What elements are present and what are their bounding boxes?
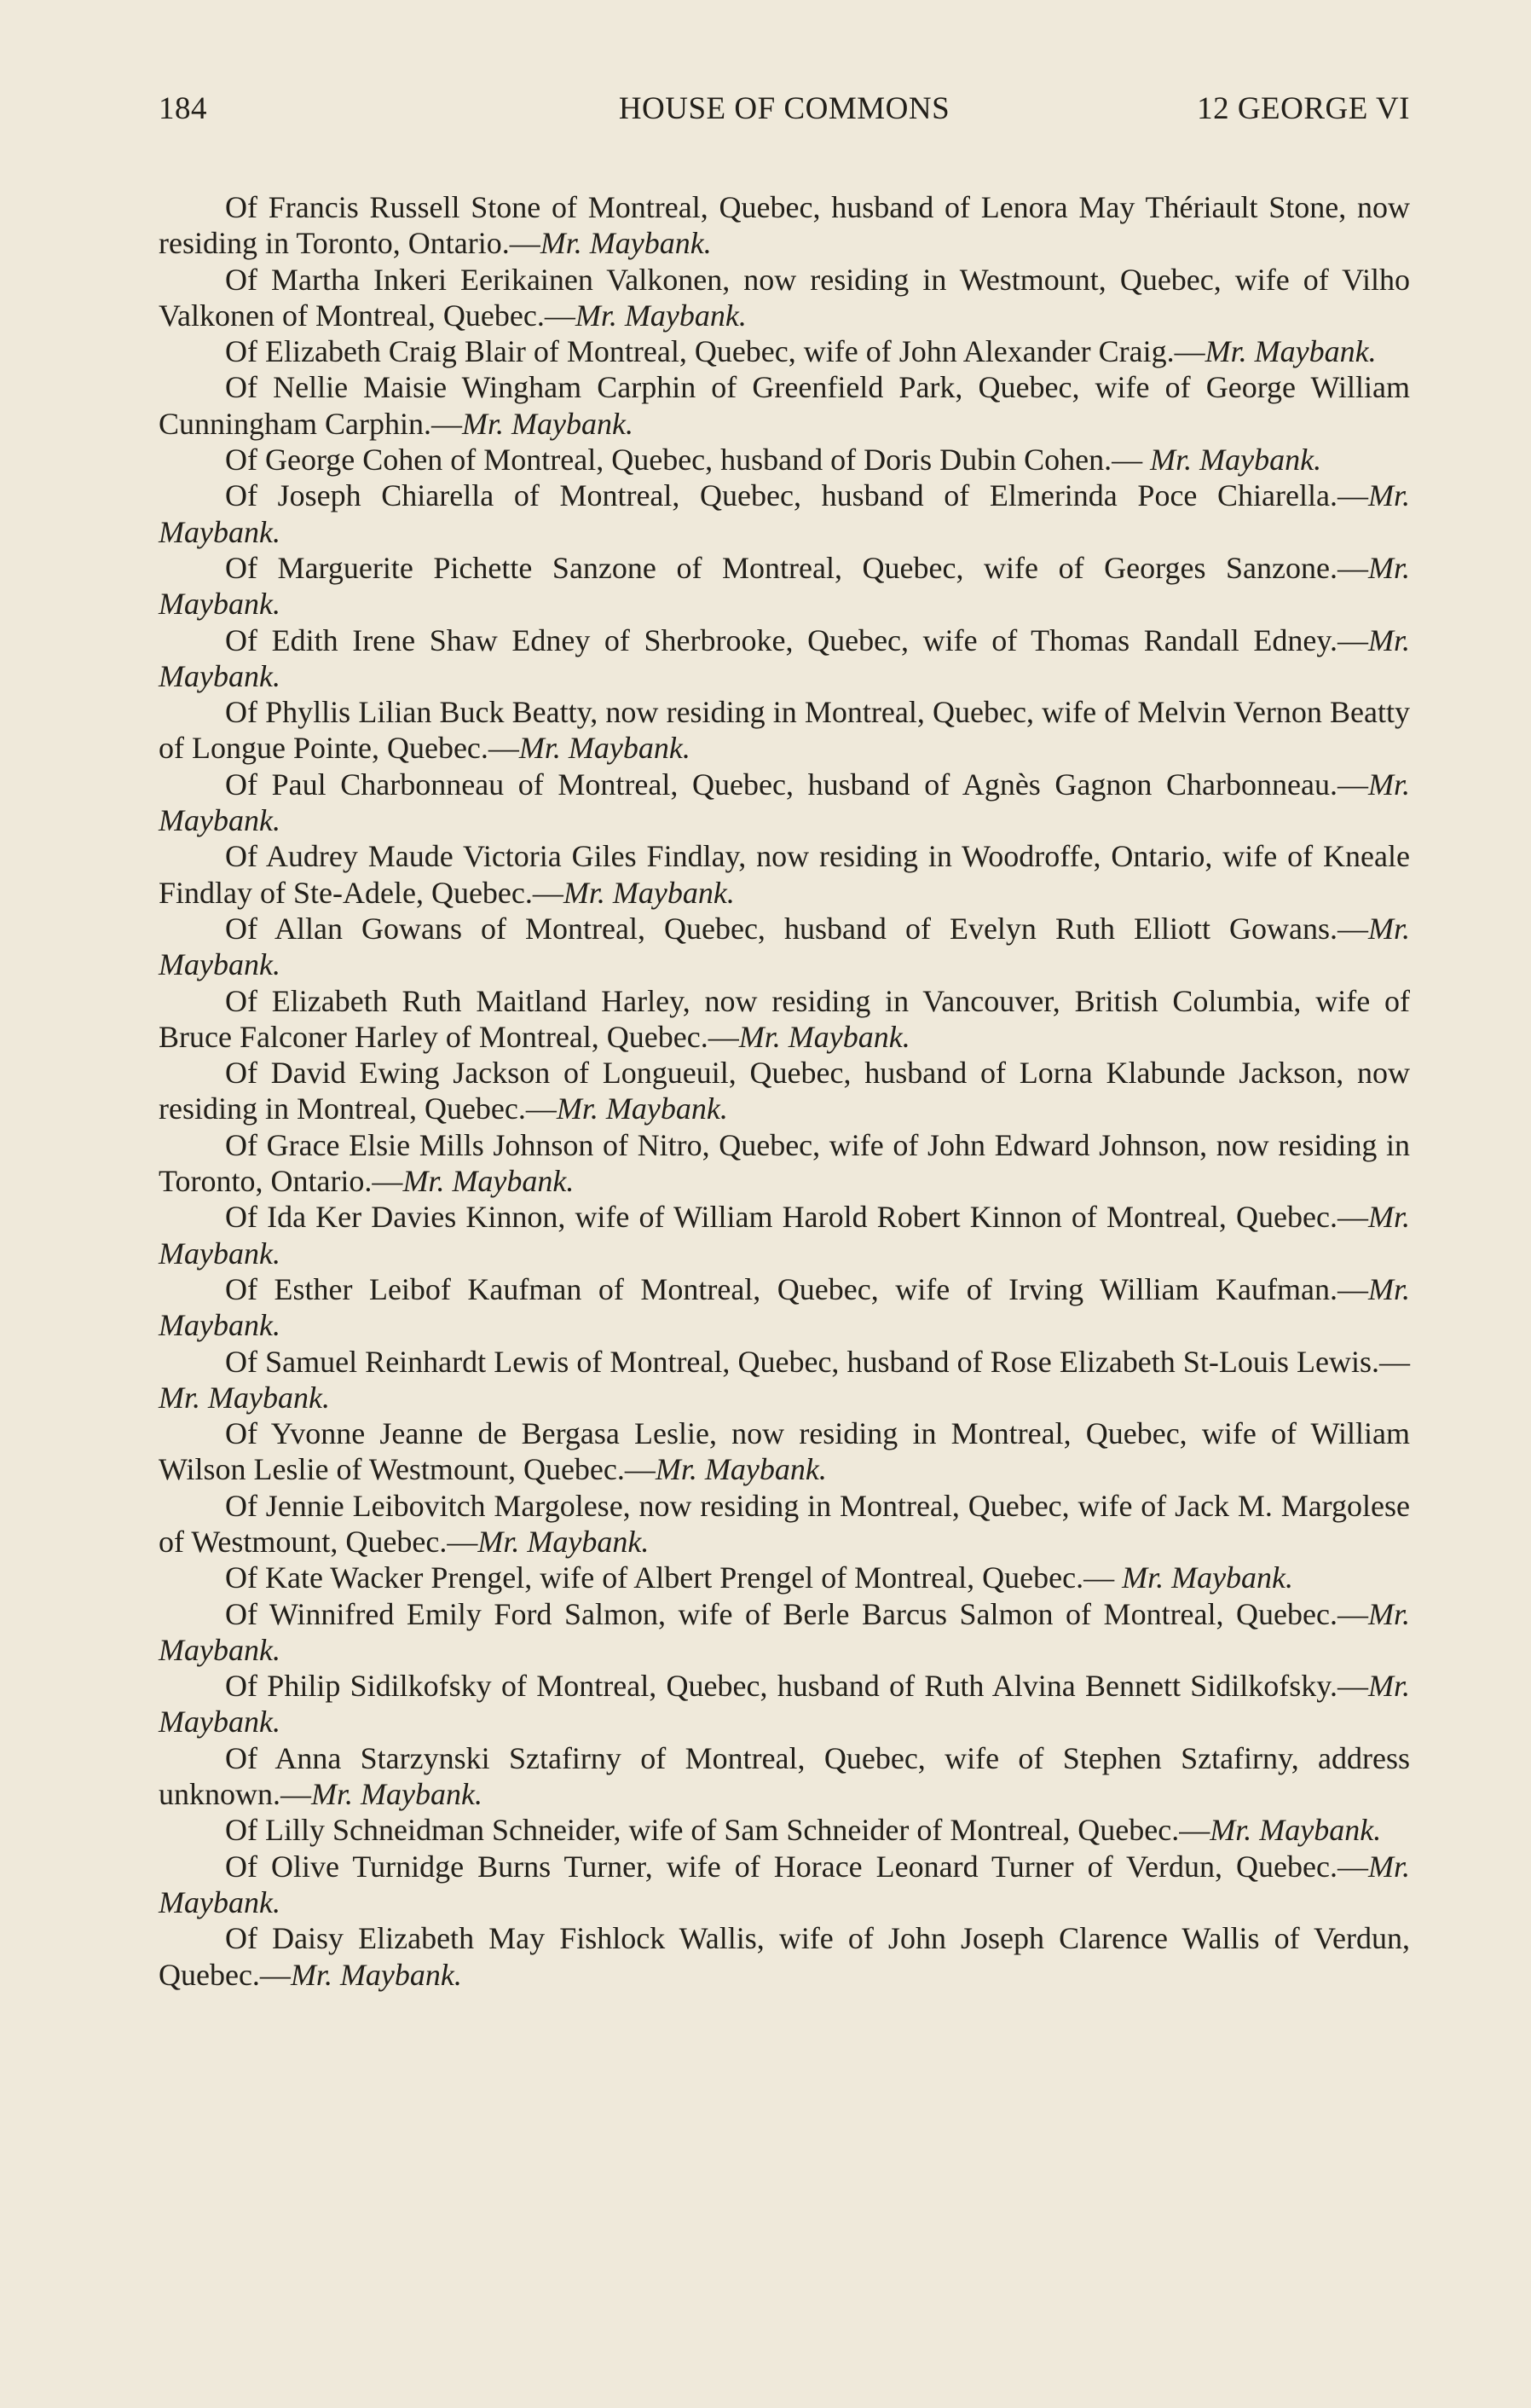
mover-name: Mr. Maybank. <box>159 478 1410 549</box>
mover-name: Mr. Maybank. <box>1210 1813 1382 1848</box>
mover-name: Mr. Maybank. <box>159 550 1410 622</box>
petition-entry <box>159 262 1410 334</box>
petition-entry <box>159 1596 1410 1669</box>
petition-entry <box>159 333 1410 369</box>
mover-name: Mr. Maybank. <box>655 1452 827 1487</box>
petition-entry <box>159 1740 1410 1813</box>
regnal-year: 12 GEORGE VI <box>1197 91 1410 126</box>
mover-name: Mr. Maybank. <box>159 1200 1410 1271</box>
mover-name: Mr. Maybank. <box>290 1957 462 1992</box>
mover-name: Mr. Maybank. <box>402 1164 575 1199</box>
petition-entry <box>159 1488 1410 1560</box>
page-header <box>159 90 1410 142</box>
petition-entry <box>159 189 1410 262</box>
petition-list <box>159 189 1410 1993</box>
mover-name: Mr. Maybank. <box>1205 334 1377 369</box>
petition-text: Of Phyllis Lilian Buck Beatty, now residing in Montreal, Quebec, wife of Melvin Vernon Beatty of Longue Pointe, Quebec.— <box>159 695 1410 766</box>
petition-text: Of Marguerite Pichette Sanzone of Montreal, Quebec, wife of Georges Sanzone.— <box>225 550 1368 585</box>
petition-text: Of David Ewing Jackson of Longueuil, Quebec, husband of Lorna Klabunde Jackson, now residing in Montreal, Quebec.— <box>159 1056 1410 1126</box>
mover-name: Mr. Maybank. <box>556 1091 728 1126</box>
petition-entry <box>159 622 1410 695</box>
petition-text: Of Nellie Maisie Wingham Carphin of Greenfield Park, Quebec, wife of George William Cunningham Carphin.— <box>159 370 1410 441</box>
mover-name: Mr. Maybank. <box>1150 443 1322 478</box>
mover-name: Mr. Maybank. <box>311 1777 482 1812</box>
petition-text: Of Ida Ker Davies Kinnon, wife of William Harold Robert Kinnon of Montreal, Quebec.— <box>225 1200 1368 1235</box>
petition-text: Of George Cohen of Montreal, Quebec, husband of Doris Dubin Cohen.— <box>225 443 1151 478</box>
mover-name: Mr. Maybank. <box>738 1019 910 1054</box>
petition-text: Of Esther Leibof Kaufman of Montreal, Quebec, wife of Irving William Kaufman.— <box>225 1271 1368 1306</box>
petition-entry <box>159 767 1410 839</box>
petition-text: Of Olive Turnidge Burns Turner, wife of Horace Leonard Turner of Verdun, Quebec.— <box>225 1849 1368 1884</box>
petition-text: Of Paul Charbonneau of Montreal, Quebec, husband of Agnès Gagnon Charbonneau.— <box>225 767 1368 802</box>
mover-name: Mr. Maybank. <box>159 911 1410 982</box>
petition-text: Of Elizabeth Ruth Maitland Harley, now residing in Vancouver, British Columbia, wife of Bruce Falconer Harley of Montreal, Quebec.— <box>159 983 1410 1054</box>
petition-entry <box>159 694 1410 767</box>
petition-entry <box>159 1055 1410 1127</box>
petition-entry <box>159 478 1410 550</box>
petition-text: Of Joseph Chiarella of Montreal, Quebec, husband of Elmerinda Poce Chiarella.— <box>225 478 1368 513</box>
petition-entry <box>159 1849 1410 1921</box>
mover-name: Mr. Maybank. <box>477 1524 650 1559</box>
page-title: HOUSE OF COMMONS <box>618 91 950 126</box>
petition-entry <box>159 1668 1410 1740</box>
petition-text: Of Audrey Maude Victoria Giles Findlay, now residing in Woodroffe, Ontario, wife of Kneale Findlay of Ste-Adele, Quebec.— <box>159 839 1410 910</box>
mover-name: Mr. Maybank. <box>159 1849 1410 1919</box>
petition-text: Of Samuel Reinhardt Lewis of Montreal, Quebec, husband of Rose Elizabeth St-Louis Lewis.— <box>225 1344 1410 1379</box>
petition-text: Of Elizabeth Craig Blair of Montreal, Quebec, wife of John Alexander Craig.— <box>225 334 1205 369</box>
petition-entry <box>159 1560 1410 1595</box>
petition-entry <box>159 1920 1410 1993</box>
petition-text: Of Daisy Elizabeth May Fishlock Wallis, wife of John Joseph Clarence Wallis of Verdun, Quebec.— <box>159 1921 1410 1992</box>
petition-entry <box>159 1344 1410 1416</box>
petition-entry <box>159 1415 1410 1488</box>
petition-text: Of Grace Elsie Mills Johnson of Nitro, Quebec, wife of John Edward Johnson, now residing in Toronto, Ontario.— <box>159 1127 1410 1199</box>
mover-name: Mr. Maybank. <box>1122 1560 1294 1595</box>
petition-text: Of Francis Russell Stone of Montreal, Quebec, husband of Lenora May Thériault Stone, now residing in Toronto, Ontario.— <box>159 190 1410 261</box>
petition-text: Of Philip Sidilkofsky of Montreal, Quebec, husband of Ruth Alvina Bennett Sidilkofsky.— <box>225 1669 1368 1704</box>
mover-name: Mr. Maybank. <box>159 1669 1410 1739</box>
mover-name: Mr. Maybank. <box>159 767 1410 838</box>
petition-entry <box>159 1199 1410 1271</box>
mover-name: Mr. Maybank. <box>159 622 1410 693</box>
mover-name: Mr. Maybank. <box>461 406 633 441</box>
petition-entry <box>159 911 1410 983</box>
petition-text: Of Martha Inkeri Eerikainen Valkonen, now residing in Westmount, Quebec, wife of Vilho Valkonen of Montreal, Quebec.— <box>159 262 1410 333</box>
petition-entry <box>159 838 1410 911</box>
petition-entry <box>159 1812 1410 1848</box>
petition-text: Of Jennie Leibovitch Margolese, now residing in Montreal, Quebec, wife of Jack M. Margolese of Westmount, Quebec.— <box>159 1488 1410 1559</box>
mover-name: Mr. Maybank. <box>540 226 712 261</box>
petition-entry <box>159 442 1410 478</box>
petition-text: Of Kate Wacker Prengel, wife of Albert Prengel of Montreal, Quebec.— <box>225 1560 1123 1595</box>
mover-name: Mr. Maybank. <box>159 1596 1410 1667</box>
mover-name: Mr. Maybank. <box>159 1380 330 1415</box>
petition-entry <box>159 1127 1410 1200</box>
petition-entry <box>159 1271 1410 1344</box>
petition-text: Of Yvonne Jeanne de Bergasa Leslie, now residing in Montreal, Quebec, wife of William Wilson Leslie of Westmount, Quebec.— <box>159 1416 1410 1487</box>
petition-text: Of Allan Gowans of Montreal, Quebec, husband of Evelyn Ruth Elliott Gowans.— <box>225 911 1368 946</box>
petition-text: Of Anna Starzynski Sztafirny of Montreal, Quebec, wife of Stephen Sztafirny, address unknown.— <box>159 1740 1410 1812</box>
petition-text: Of Lilly Schneidman Schneider, wife of Sam Schneider of Montreal, Quebec.— <box>225 1813 1210 1848</box>
mover-name: Mr. Maybank. <box>518 731 690 766</box>
mover-name: Mr. Maybank. <box>575 298 747 333</box>
petition-entry <box>159 550 1410 622</box>
mover-name: Mr. Maybank. <box>563 875 735 910</box>
petition-text: Of Winnifred Emily Ford Salmon, wife of Berle Barcus Salmon of Montreal, Quebec.— <box>225 1596 1368 1631</box>
petition-entry <box>159 983 1410 1056</box>
petition-text: Of Edith Irene Shaw Edney of Sherbrooke, Quebec, wife of Thomas Randall Edney.— <box>225 622 1368 657</box>
petition-entry <box>159 369 1410 442</box>
page-number: 184 <box>159 91 207 126</box>
mover-name: Mr. Maybank. <box>159 1271 1410 1343</box>
